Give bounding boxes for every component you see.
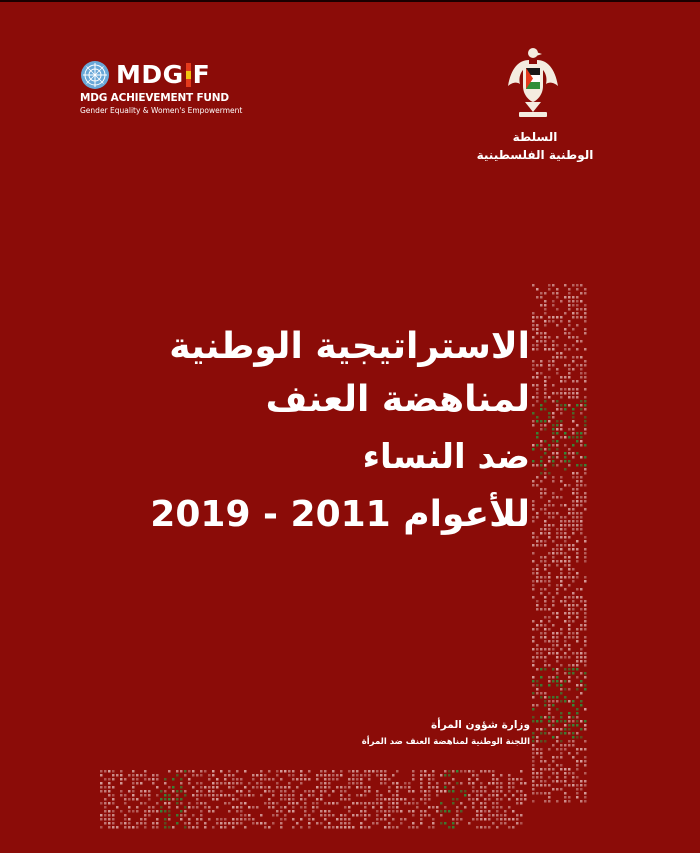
title-line-2: لمناهضة العنف — [265, 379, 530, 420]
mdgf-wordmark-left: MDG — [116, 60, 184, 89]
palestinian-eagle-emblem-icon — [503, 42, 563, 122]
ministry-block — [330, 716, 530, 750]
title-line-4: للأعوام 2011 - 2019 — [150, 494, 530, 535]
mdgf-wordmark-right: F — [192, 60, 211, 89]
title-line-3: ضد النساء — [362, 437, 530, 477]
authority-line-2: الوطنية الفلسطينية — [476, 148, 594, 162]
mdgf-logo — [80, 60, 280, 115]
authority-name — [470, 128, 600, 164]
cover-title — [150, 322, 530, 544]
flag-bar-icon — [186, 63, 191, 87]
logo-tagline: Gender Equality & Women's Empowerment — [80, 106, 243, 115]
title-line-1: الاستراتيجية الوطنية — [169, 326, 530, 367]
committee-name: اللجنة الوطنية لمناهضة العنف ضد المرأة — [361, 737, 530, 747]
logo-subtitle: MDG ACHIEVEMENT FUND — [80, 92, 229, 104]
decorative-dots-vertical — [532, 284, 588, 804]
un-emblem-icon — [80, 60, 110, 90]
decorative-dots-horizontal — [100, 770, 530, 830]
ministry-name: وزارة شؤون المرأة — [430, 719, 530, 731]
mdgf-wordmark — [116, 60, 210, 90]
authority-line-1: السلطة — [512, 130, 558, 144]
